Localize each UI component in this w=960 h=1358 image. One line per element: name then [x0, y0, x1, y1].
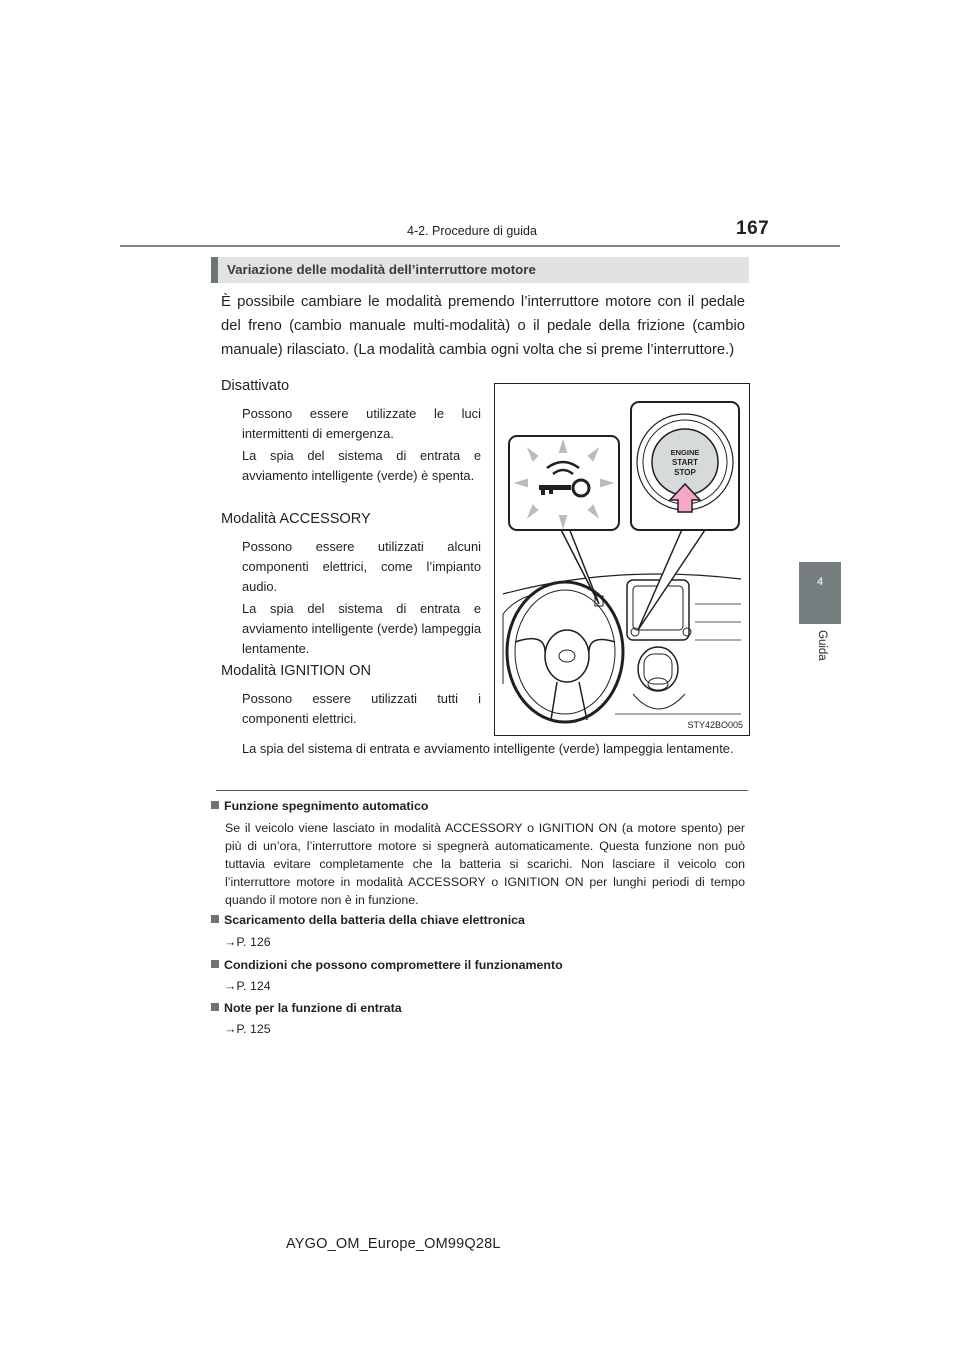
mode-title-ignition: Modalità IGNITION ON [221, 663, 372, 679]
ref-text: P. 125 [236, 1022, 271, 1036]
notes-divider [216, 790, 748, 791]
mode-ignition-line-1: Possono essere utilizzati tutti i componenti elettrici. [242, 691, 481, 726]
chapter-label: Guida [816, 630, 828, 661]
note-title-text: Scaricamento della batteria della chiave elettronica [224, 913, 525, 927]
note-title-text: Note per la funzione di entrata [224, 1001, 402, 1015]
note-title-text: Condizioni che possono compromettere il funzionamento [224, 958, 563, 972]
illustration-code: STY42BO005 [687, 720, 743, 730]
note-title-battery [211, 913, 525, 927]
mode-off-line-2: La spia del sistema di entrata e avviamento intelligente (verde) è spenta. [242, 448, 481, 483]
mode-title-off: Disattivato [221, 378, 290, 394]
note-title-text: Funzione spegnimento automatico [224, 799, 429, 813]
heading-text: Variazione delle modalità dell’interruttore motore [227, 262, 536, 277]
note-square-icon [211, 915, 219, 923]
note-ref-battery[interactable] [224, 935, 271, 949]
page-number: 167 [736, 218, 770, 239]
note-ref-entry[interactable] [224, 1022, 271, 1036]
mode-accessory-line-2: La spia del sistema di entrata e avviamento intelligente (verde) lampeggia lentamente. [242, 601, 481, 656]
ref-text: P. 126 [236, 935, 271, 949]
arrow-right-icon: → [224, 979, 237, 993]
note-title-conditions [211, 958, 563, 972]
section-heading [211, 257, 749, 283]
dashboard-drawing [495, 384, 749, 735]
section-title: 4-2. Procedure di guida [407, 224, 537, 238]
arrow-right-icon: → [224, 1022, 237, 1036]
mode-ignition-line-2: La spia del sistema di entrata e avviamento intelligente (verde) lampeggia lentamente. [242, 741, 734, 756]
note-title-entry [211, 1001, 402, 1015]
intro-paragraph: È possibile cambiare le modalità premendo l’interruttore motore con il pedale del freno (cambio manuale multi-modalità) o il pedale della frizione (cambio manuale) rilasciato. (La modalità cambia ogni volta che si preme l’interruttore.) [221, 294, 745, 358]
chapter-label-wrap [812, 630, 830, 690]
note-square-icon [211, 1003, 219, 1011]
button-text-line-2: START [671, 458, 699, 467]
chapter-tab [799, 562, 841, 624]
button-text-line-1: ENGINE [670, 448, 700, 457]
note-body-auto-off: Se il veicolo viene lasciato in modalità ACCESSORY o IGNITION ON (a motore spento) per più di un’ora, l’interruttore motore si spegnerà automaticamente. Questa funzione non può tuttavia evitare completamente che la batteria si scarichi. Non lasciare il veicolo con l’interruttore motore in modalità ACCESSORY o IGNITION ON per lunghi periodi di tempo quando il motore non è in funzione. [225, 821, 745, 907]
button-text-line-3: STOP [674, 468, 696, 477]
document-code: AYGO_OM_Europe_OM99Q28L [286, 1236, 501, 1252]
arrow-right-icon: → [224, 935, 237, 949]
mode-title-accessory: Modalità ACCESSORY [221, 511, 371, 527]
engine-switch-illustration [494, 383, 750, 736]
heading-accent [211, 257, 218, 283]
note-square-icon [211, 960, 219, 968]
ref-text: P. 124 [236, 979, 271, 993]
chapter-number: 4 [816, 576, 824, 588]
header-divider [120, 245, 840, 247]
note-square-icon [211, 801, 219, 809]
note-title-auto-off [211, 799, 428, 813]
note-ref-conditions[interactable] [224, 979, 271, 993]
mode-accessory-line-1: Possono essere utilizzati alcuni componenti elettrici, come l’impianto audio. [242, 539, 481, 594]
mode-off-line-1: Possono essere utilizzate le luci intermittenti di emergenza. [242, 406, 481, 441]
